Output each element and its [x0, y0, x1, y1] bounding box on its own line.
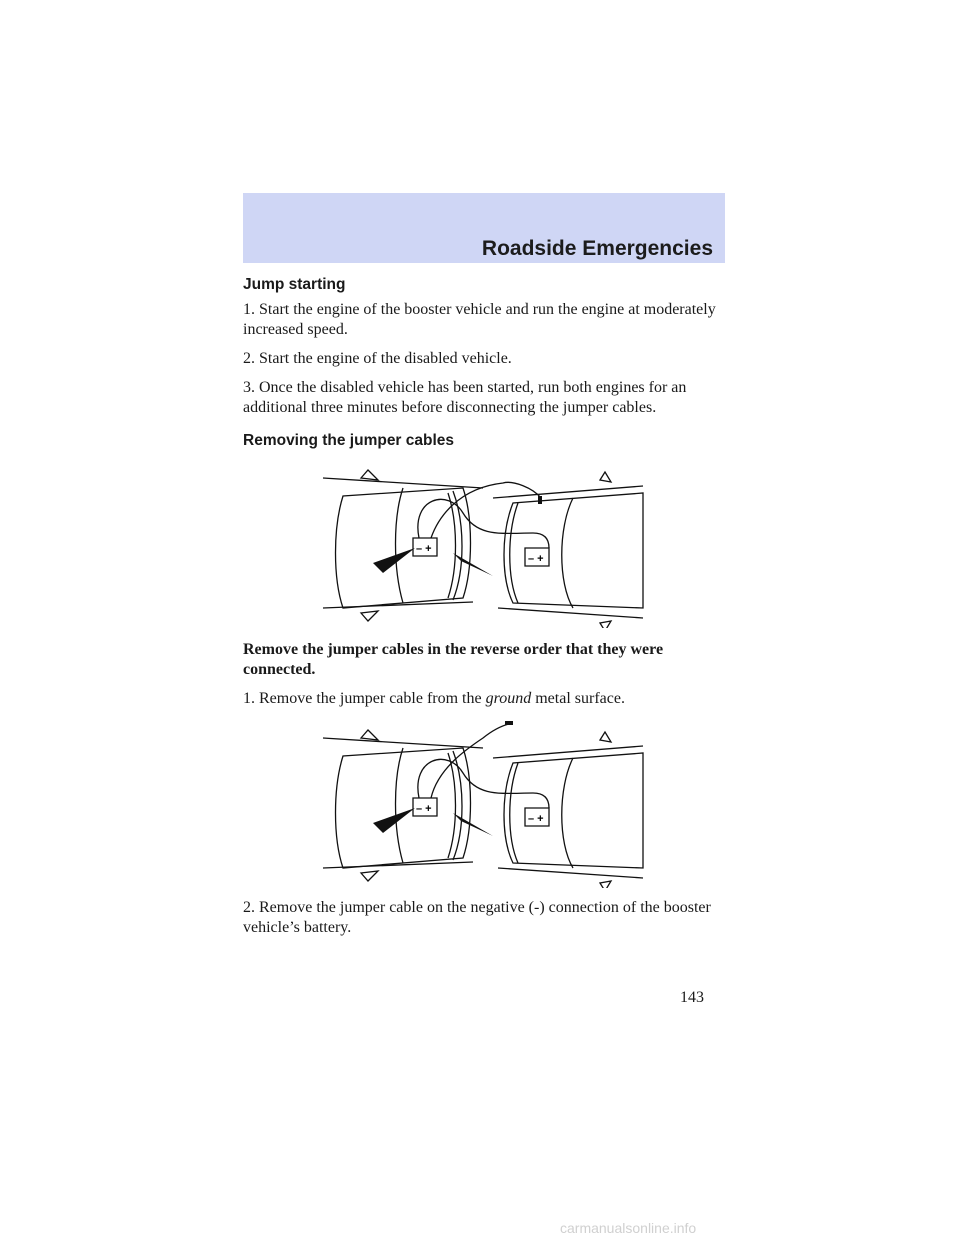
section-title: Roadside Emergencies — [481, 237, 713, 260]
remove-step-2: 2. Remove the jumper cable on the negative (-) connection of the booster vehicle’s battery. — [243, 899, 711, 936]
remove-step-1 — [243, 689, 725, 709]
jumper-cable-diagram-1 — [243, 458, 725, 628]
page-content — [243, 276, 725, 947]
section-header-band — [243, 193, 725, 263]
page-number: 143 — [680, 989, 704, 1006]
jump-step-3: 3. Once the disabled vehicle has been started, run both engines for an additional three minutes before disconnecting the jumper cables. — [243, 379, 687, 416]
removal-warning: Remove the jumper cables in the reverse order that they were connected. — [243, 641, 664, 678]
jumper-cable-diagram-2 — [243, 718, 725, 888]
jump-starting-heading: Jump starting — [243, 276, 346, 293]
jump-step-1: 1. Start the engine of the booster vehicle and run the engine at moderately increased speed. — [243, 301, 716, 338]
battery-label-disabled: – + — [528, 553, 544, 565]
remove-step-1-end: metal surface. — [531, 690, 625, 707]
jump-step-2: 2. Start the engine of the disabled vehicle. — [243, 350, 512, 367]
battery-label-booster: – + — [416, 543, 432, 555]
battery-label-booster-2: – + — [416, 803, 432, 815]
remove-step-1-text: 1. Remove the jumper cable from the — [243, 690, 486, 707]
battery-label-disabled-2: – + — [528, 813, 544, 825]
watermark: carmanualsonline.info — [560, 1220, 697, 1236]
removing-heading: Removing the jumper cables — [243, 432, 455, 449]
remove-step-1-ground: ground — [485, 690, 532, 707]
